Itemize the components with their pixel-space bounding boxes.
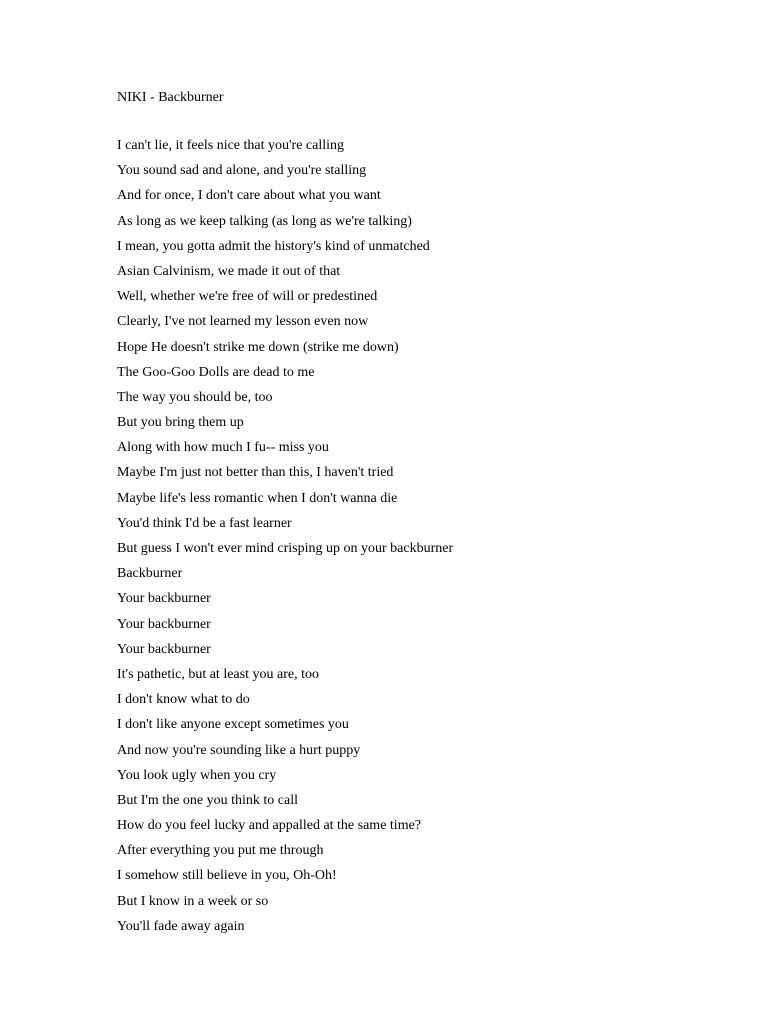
lyric-line: The Goo-Goo Dolls are dead to me [117,364,315,380]
lyric-line: After everything you put me through [117,843,324,859]
lyric-line: As long as we keep talking (as long as we're talking) [117,213,412,229]
lyric-line: Asian Calvinism, we made it out of that [117,263,341,279]
lyric-line: I don't like anyone except sometimes you [117,717,349,733]
lyric-line: You look ugly when you cry [117,767,277,783]
lyric-line: But guess I won't ever mind crisping up on your backburner [117,541,454,556]
lyric-line: Along with how much I fu-- miss you [117,440,329,456]
lyrics-list [117,136,453,942]
lyric-line: You'll fade away again [117,918,245,934]
lyric-line: I somehow still believe in you, Oh-Oh! [117,868,337,884]
lyric-line: You sound sad and alone, and you're stalling [117,163,367,179]
lyric-line: But I know in a week or so [117,893,269,909]
lyric-line: Maybe I'm just not better than this, I haven't tried [117,465,394,481]
lyric-line: Your backburner [117,591,211,607]
lyric-line: I don't know what to do [117,692,250,708]
document-title: NIKI - Backburner [117,90,224,105]
lyric-line: But I'm the one you think to call [117,792,298,808]
lyric-line: The way you should be, too [117,389,273,405]
lyric-line: Hope He doesn't strike me down (strike me down) [117,339,399,355]
lyric-line: But you bring them up [117,415,244,431]
lyric-line: You'd think I'd be a fast learner [117,515,292,531]
lyric-line: How do you feel lucky and appalled at the same time? [117,818,422,834]
lyric-line: Your backburner [117,641,211,657]
lyric-line: Well, whether we're free of will or predestined [117,289,378,305]
lyric-line: It's pathetic, but at least you are, too [117,666,319,682]
lyric-line: Your backburner [117,616,211,632]
lyric-line: And now you're sounding like a hurt puppy [117,742,361,758]
lyric-line: And for once, I don't care about what you want [117,188,381,204]
lyric-line: Clearly, I've not learned my lesson even now [117,314,369,330]
lyric-line: I can't lie, it feels nice that you're calling [117,138,345,153]
lyric-line: I mean, you gotta admit the history's kind of unmatched [117,238,430,254]
lyric-line: Backburner [117,566,183,582]
lyric-line: Maybe life's less romantic when I don't wanna die [117,490,398,506]
